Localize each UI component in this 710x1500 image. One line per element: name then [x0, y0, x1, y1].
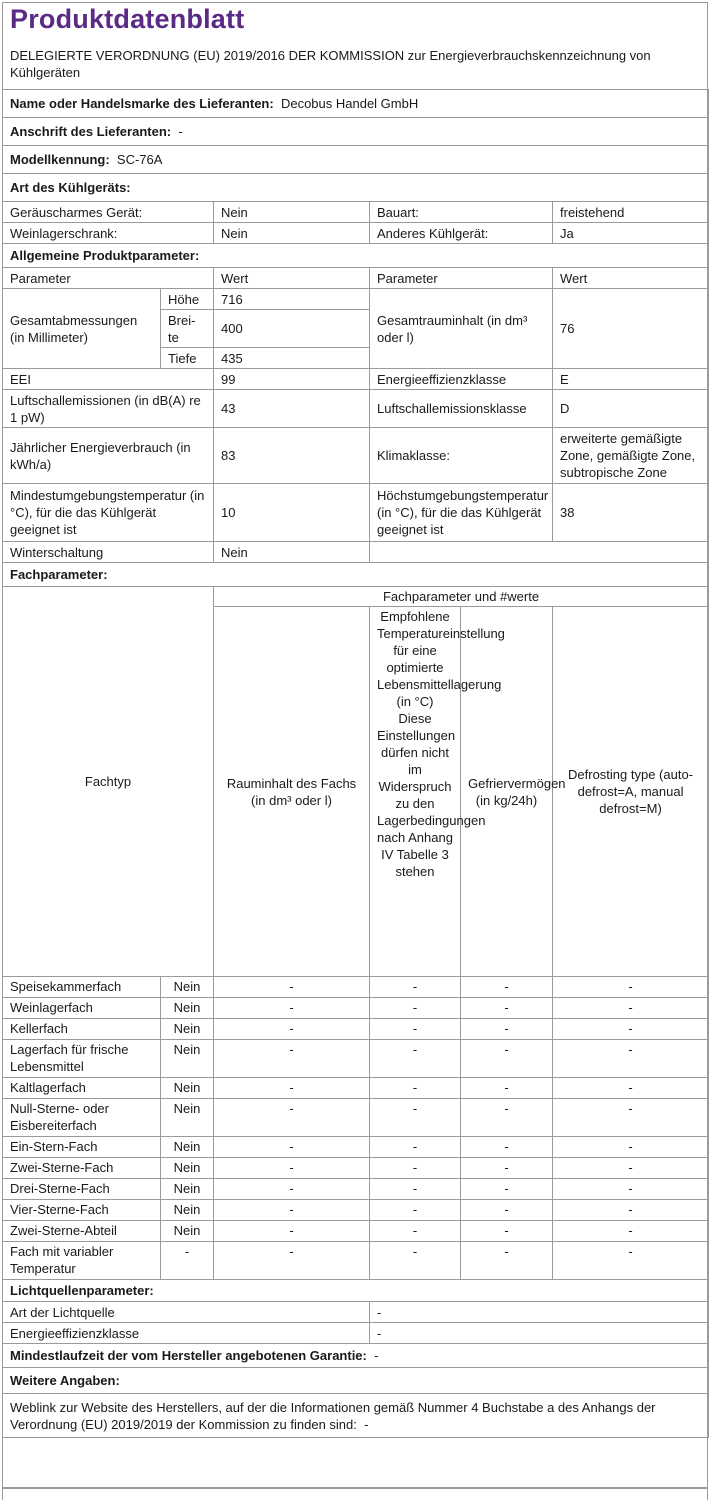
winter-switch-value: Nein	[214, 542, 370, 563]
compartment-name: Zwei-Sterne-Fach	[3, 1158, 161, 1179]
compartment-temperature: -	[370, 1137, 461, 1158]
compartment-defrost-type: -	[553, 1078, 709, 1099]
next-page-edge	[2, 1488, 708, 1500]
annual-consumption-label: Jährlicher Energieverbrauch (in kWh/a)	[3, 428, 214, 484]
compartment-present: Nein	[161, 998, 214, 1019]
compartment-present: Nein	[161, 1078, 214, 1099]
compartment-volume: -	[214, 1019, 370, 1040]
light-heading: Lichtquellenparameter:	[3, 1280, 709, 1302]
appliance-type-row	[3, 223, 709, 244]
col-header-temperature	[370, 607, 505, 977]
model-value: SC-76A	[116, 152, 163, 167]
compartment-volume: -	[214, 1179, 370, 1200]
compartment-freezing-capacity: -	[461, 1078, 553, 1099]
further-info-row	[3, 1394, 709, 1438]
max-temp-value: 38	[553, 484, 709, 542]
volume-value: 76	[553, 289, 709, 369]
col-header-defrost-type: Defrosting type (auto-defrost=A, manual defrost=M)	[553, 607, 709, 977]
compartment-name: Vier-Sterne-Fach	[3, 1200, 161, 1221]
compartment-freezing-capacity: -	[461, 998, 553, 1019]
compartment-name: Kaltlagerfach	[3, 1078, 161, 1099]
design-value: freistehend	[553, 202, 709, 223]
width-label: Brei-te	[161, 310, 214, 348]
compartment-present: Nein	[161, 1179, 214, 1200]
compartment-freezing-capacity: -	[461, 1158, 553, 1179]
col-header-value: Wert	[214, 268, 370, 289]
supplier-name-value: Decobus Handel GmbH	[280, 96, 419, 111]
compartment-name: Zwei-Sterne-Abteil	[3, 1221, 161, 1242]
height-value: 716	[214, 289, 370, 310]
min-temp-label: Mindestumgebungstemperatur (in °C), für die das Kühlgerät geeignet ist	[3, 484, 214, 542]
supplier-address-label: Anschrift des Lieferanten:	[10, 124, 172, 139]
compartment-present: Nein	[161, 1158, 214, 1179]
noise-class-value: D	[553, 390, 709, 428]
compartment-row	[3, 1242, 709, 1280]
general-header-row	[3, 268, 709, 289]
other-appliance-label: Anderes Kühlgerät:	[370, 223, 553, 244]
compartment-freezing-capacity: -	[461, 1099, 553, 1137]
compartment-volume: -	[214, 998, 370, 1019]
compartment-freezing-capacity: -	[461, 1019, 553, 1040]
compartment-defrost-type: -	[553, 1221, 709, 1242]
compartment-defrost-type: -	[553, 1242, 709, 1280]
energy-class-label: Energieeffizienzklasse	[370, 369, 553, 390]
compartment-present: Nein	[161, 1221, 214, 1242]
col-header-value-2: Wert	[553, 268, 709, 289]
compartment-volume: -	[214, 1040, 370, 1078]
noise-value: 43	[214, 390, 370, 428]
model-label: Modellkennung:	[10, 152, 110, 167]
min-temp-value: 10	[214, 484, 370, 542]
compartment-row	[3, 1158, 709, 1179]
empty-cell	[370, 542, 709, 563]
compartment-temperature: -	[370, 998, 461, 1019]
compartment-row	[3, 1137, 709, 1158]
warranty-value: -	[374, 1348, 379, 1363]
further-heading: Weitere Angaben:	[3, 1368, 709, 1394]
model-row	[3, 146, 709, 174]
compartment-volume: -	[214, 1078, 370, 1099]
further-info-text: Weblink zur Website des Herstellers, auf der die Informationen gemäß Nummer 4 Buchstabe a des Anhangs der Verordnung (EU) 2019/2019 der Kommission zu finden sind:	[10, 1399, 656, 1432]
compartment-present: -	[161, 1242, 214, 1280]
compartment-freezing-capacity: -	[461, 1137, 553, 1158]
compartment-defrost-type: -	[553, 1158, 709, 1179]
compartment-defrost-type: -	[553, 1137, 709, 1158]
page-subtitle: DELEGIERTE VERORDNUNG (EU) 2019/2016 DER KOMMISSION zur Energieverbrauchskennzeichnung von Kühlgeräten	[10, 48, 651, 80]
col-header-temperature-a: Empfohlene Temperatureinstellung für eine optimierte Lebensmittellagerung (in °C)	[377, 609, 505, 709]
col-header-parameter: Parameter	[3, 268, 214, 289]
light-type-label: Art der Lichtquelle	[3, 1302, 370, 1323]
general-heading: Allgemeine Produktparameter:	[3, 244, 709, 268]
depth-label: Tiefe	[161, 348, 214, 369]
height-label: Höhe	[161, 289, 214, 310]
compartment-defrost-type: -	[553, 1179, 709, 1200]
wine-cabinet-label: Weinlagerschrank:	[3, 223, 214, 244]
low-noise-label: Geräuscharmes Gerät:	[3, 202, 214, 223]
compartment-temperature: -	[370, 1200, 461, 1221]
compartment-name: Weinlagerfach	[3, 998, 161, 1019]
compartment-present: Nein	[161, 1019, 214, 1040]
compartment-temperature: -	[370, 1019, 461, 1040]
noise-label: Luftschallemissionen (in dB(A) re 1 pW)	[3, 390, 214, 428]
compartment-freezing-capacity: -	[461, 1221, 553, 1242]
compartment-name: Kellerfach	[3, 1019, 161, 1040]
winter-switch-label: Winterschaltung	[3, 542, 214, 563]
appliance-type-row	[3, 202, 709, 223]
compartment-present: Nein	[161, 977, 214, 998]
climate-class-value: erweiterte gemäßigte Zone, gemäßigte Zone, subtropische Zone	[553, 428, 709, 484]
depth-value: 435	[214, 348, 370, 369]
energy-class-value: E	[553, 369, 709, 390]
compartment-name: Fach mit variabler Temperatur	[3, 1242, 161, 1280]
compartment-temperature: -	[370, 1242, 461, 1280]
other-appliance-value: Ja	[553, 223, 709, 244]
compartment-freezing-capacity: -	[461, 1040, 553, 1078]
supplier-name-row	[3, 90, 709, 118]
light-type-value: -	[370, 1302, 709, 1323]
compartment-name: Lagerfach für frische Lebensmittel	[3, 1040, 161, 1078]
page-title: Produktdatenblatt	[10, 4, 245, 34]
compartment-row	[3, 1099, 709, 1137]
compartment-defrost-type: -	[553, 1040, 709, 1078]
eei-value: 99	[214, 369, 370, 390]
noise-class-label: Luftschallemissionsklasse	[370, 390, 553, 428]
compartment-present: Nein	[161, 1099, 214, 1137]
light-class-value: -	[370, 1323, 709, 1344]
annual-consumption-value: 83	[214, 428, 370, 484]
compartment-temperature: -	[370, 1040, 461, 1078]
compartment-freezing-capacity: -	[461, 977, 553, 998]
compartment-name: Drei-Sterne-Fach	[3, 1179, 161, 1200]
compartment-volume: -	[214, 1221, 370, 1242]
compartment-freezing-capacity: -	[461, 1179, 553, 1200]
compartment-defrost-type: -	[553, 1019, 709, 1040]
compartment-name: Null-Sterne- oder Eisbereiterfach	[3, 1099, 161, 1137]
compartment-temperature: -	[370, 1158, 461, 1179]
col-header-freezing-capacity: Gefriervermögen (in kg/24h)	[461, 607, 553, 977]
col-header-parameter-2: Parameter	[370, 268, 553, 289]
warranty-row	[3, 1344, 709, 1368]
compartment-temperature: -	[370, 1221, 461, 1242]
compartments-group-header: Fachparameter und #werte	[214, 587, 709, 607]
compartment-row	[3, 1040, 709, 1078]
supplier-name-label: Name oder Handelsmarke des Lieferanten:	[10, 96, 274, 111]
compartment-present: Nein	[161, 1040, 214, 1078]
compartment-temperature: -	[370, 977, 461, 998]
compartment-volume: -	[214, 1137, 370, 1158]
compartment-present: Nein	[161, 1137, 214, 1158]
compartment-freezing-capacity: -	[461, 1242, 553, 1280]
width-value: 400	[214, 310, 370, 348]
compartment-defrost-type: -	[553, 977, 709, 998]
appliance-type-heading: Art des Kühlgeräts:	[3, 174, 709, 202]
design-label: Bauart:	[370, 202, 553, 223]
max-temp-label: Höchstumgebungstemperatur (in °C), für die das Kühlgerät geeignet ist	[370, 484, 553, 542]
supplier-address-value: -	[178, 124, 183, 139]
compartment-row	[3, 1179, 709, 1200]
compartment-temperature: -	[370, 1078, 461, 1099]
col-header-compartment-type: Fachtyp	[3, 587, 214, 977]
compartment-volume: -	[214, 1158, 370, 1179]
compartment-present: Nein	[161, 1200, 214, 1221]
compartment-temperature: -	[370, 1179, 461, 1200]
further-info-value: -	[364, 1416, 369, 1432]
light-class-label: Energieeffizienzklasse	[3, 1323, 370, 1344]
wine-cabinet-value: Nein	[214, 223, 370, 244]
compartment-volume: -	[214, 1200, 370, 1221]
compartment-temperature: -	[370, 1099, 461, 1137]
col-header-temperature-b: Diese Einstellungen dürfen nicht im Widerspruch zu den Lagerbedingungen nach Anhang IV Tabelle 3 stehen	[377, 711, 486, 879]
warranty-label: Mindestlaufzeit der vom Hersteller angebotenen Garantie:	[10, 1348, 367, 1363]
eei-label: EEI	[3, 369, 214, 390]
compartment-row	[3, 1221, 709, 1242]
low-noise-value: Nein	[214, 202, 370, 223]
compartment-name: Ein-Stern-Fach	[3, 1137, 161, 1158]
compartment-defrost-type: -	[553, 998, 709, 1019]
col-header-volume: Rauminhalt des Fachs (in dm³ oder l)	[214, 607, 370, 977]
climate-class-label: Klimaklasse:	[370, 428, 553, 484]
compartment-freezing-capacity: -	[461, 1200, 553, 1221]
compartment-row	[3, 1200, 709, 1221]
compartment-volume: -	[214, 1242, 370, 1280]
compartment-defrost-type: -	[553, 1099, 709, 1137]
supplier-address-row	[3, 118, 709, 146]
compartment-row	[3, 1019, 709, 1040]
compartment-row	[3, 998, 709, 1019]
datasheet-table	[2, 89, 709, 1438]
compartment-name: Speisekammerfach	[3, 977, 161, 998]
volume-label: Gesamtrauminhalt (in dm³ oder l)	[370, 289, 553, 369]
compartments-heading: Fachparameter:	[3, 563, 709, 587]
compartment-defrost-type: -	[553, 1200, 709, 1221]
compartment-volume: -	[214, 1099, 370, 1137]
compartment-volume: -	[214, 977, 370, 998]
compartment-row	[3, 1078, 709, 1099]
dimensions-label: Gesamtabmessungen (in Millimeter)	[3, 289, 161, 369]
compartment-row	[3, 977, 709, 998]
